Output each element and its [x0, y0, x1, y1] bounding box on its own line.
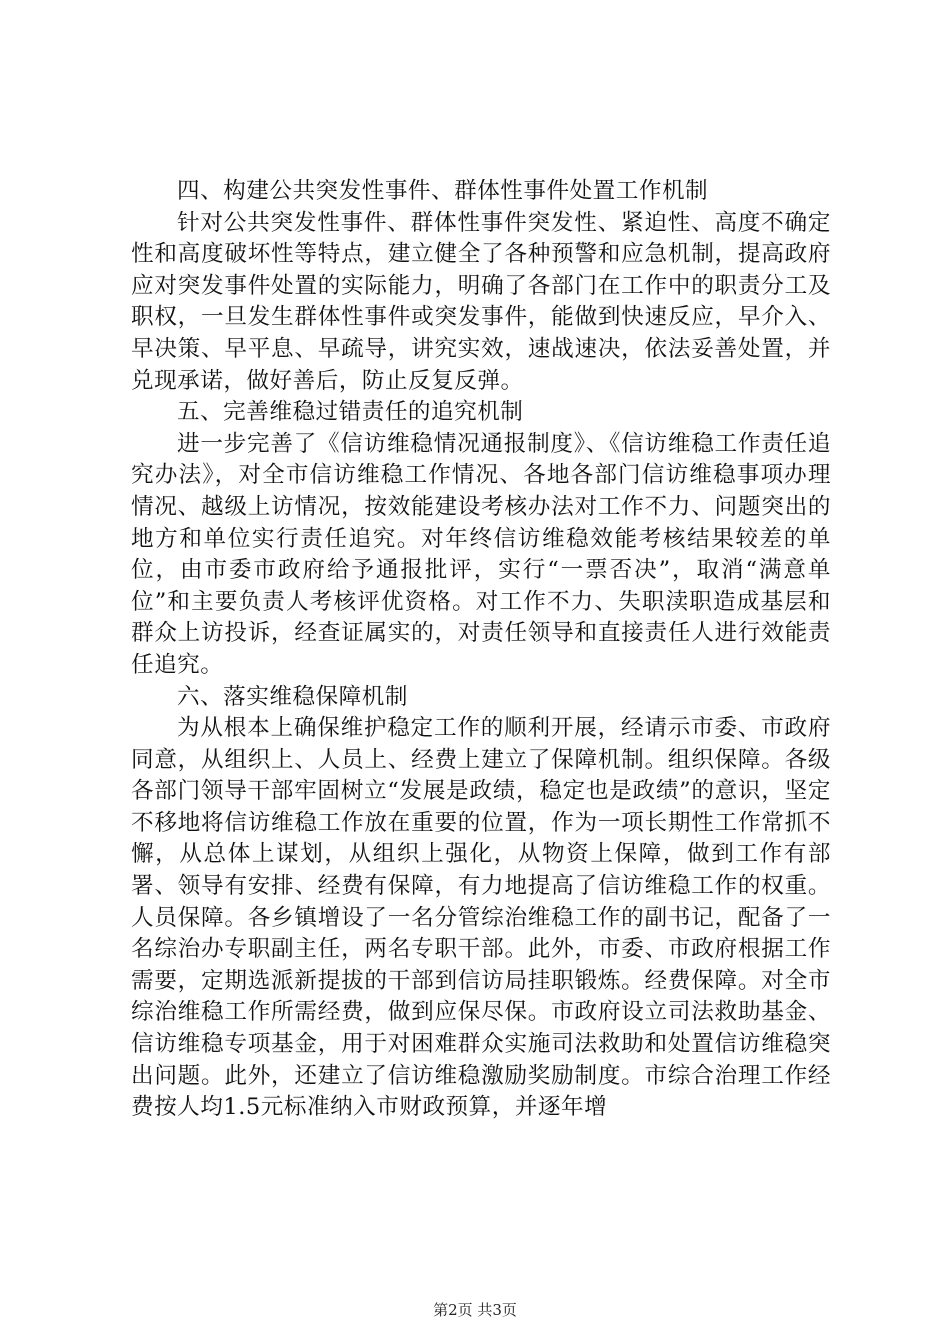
section-heading-5: 五、完善维稳过错责任的追究机制 [177, 399, 524, 426]
page-number-footer: 第2页 共3页 [433, 1301, 517, 1319]
section-paragraph-6: 为从根本上确保维护稳定工作的顺利开展，经请示市委、市政府同意，从组织上、人员上、经费上建立了保障机制。组织保障。各级各部门领导干部牢固树立“发展是政绩，稳定也是政绩”的意识，坚定不移地将信访维稳工作放在重要的位置，作为一项长期性工作常抓不懈，从总体上谋划，从组织上强化，从物资上保障，做到工作有部署、领导有安排、经费有保障，有力地提高了信访维稳工作的权重。人员保障。各乡镇增设了一名分管综治维稳工作的副书记，配备了一名综治办专职副主任，两名专职干部。此外，市委、市政府根据工作需要，定期选派新提拔的干部到信访局挂职锻炼。经费保障。对全市综治维稳工作所需经费，做到应保尽保。市政府设立司法救助基金、信访维稳专项基金，用于对困难群众实施司法救助和处置信访维稳突出问题。此外，还建立了信访维稳激励奖励制度。市综合治理工作经费按人均1.5元标准纳入市财政预算，并逐年增 [131, 715, 831, 1121]
section-heading-4: 四、构建公共突发性事件、群体性事件处置工作机制 [177, 178, 709, 204]
section-paragraph-4: 针对公共突发性事件、群体性事件突发性、紧迫性、高度不确定性和高度破坏性等特点，建立健全了各种预警和应急机制，提高政府应对突发事件处置的实际能力，明确了各部门在工作中的职责分工及职权，一旦发生群体性事件或突发事件，能做到快速反应，早介入、早决策、早平息、早疏导，讲究实效，速战速决，依法妥善处置，并兑现承诺，做好善后，防止反复反弹。 [131, 209, 831, 394]
section-heading-6: 六、落实维稳保障机制 [177, 683, 408, 710]
document-body [131, 176, 831, 1124]
section-paragraph-5: 进一步完善了《信访维稳情况通报制度》、《信访维稳工作责任追究办法》，对全市信访维稳工作情况、各地各部门信访维稳事项办理情况、越级上访情况，按效能建设考核办法对工作不力、问题突出的地方和单位实行责任追究。对年终信访维稳效能考核结果较差的单位，由市委市政府给予通报批评，实行“一票否决”，取消“满意单位”和主要负责人考核评优资格。对工作不力、失职渎职造成基层和群众上访投诉，经查证属实的，对责任领导和直接责任人进行效能责任追究。 [131, 430, 831, 678]
